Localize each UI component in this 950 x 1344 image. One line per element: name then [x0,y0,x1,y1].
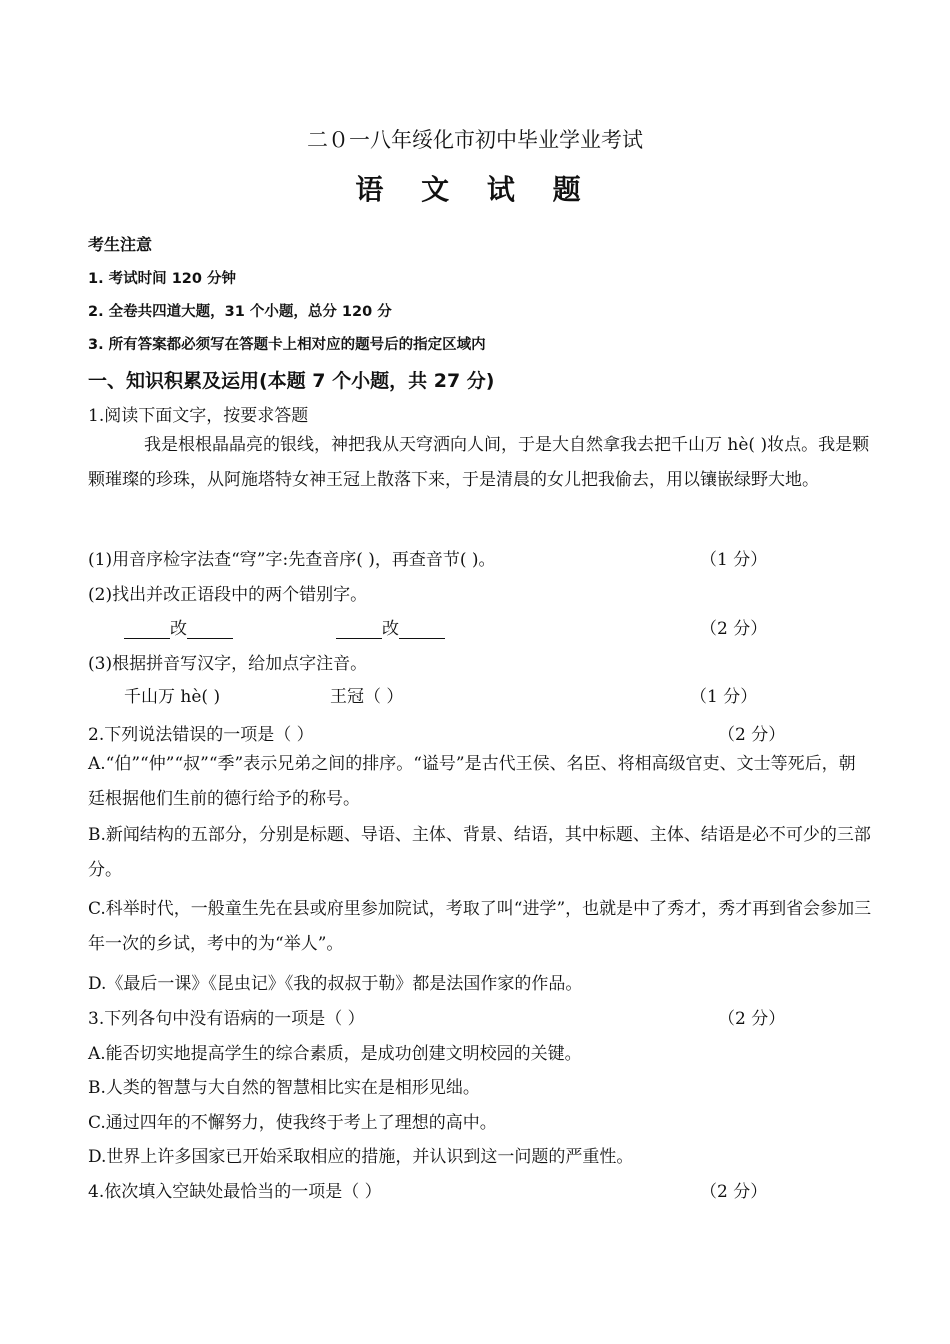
exam-name: 二０一八年绥化市初中毕业学业考试 [307,128,643,152]
notice-heading: 考生注意 [88,235,153,254]
answer-blank[interactable] [124,620,170,639]
answer-blank[interactable] [336,620,382,639]
q1-sub1: (1)用音序检字法查“穹”字:先查音序( )，再查音节( )。 [88,550,496,570]
correction-pair-1 [124,614,233,639]
q4-score: （2 分） [700,1182,768,1202]
answer-blank[interactable] [187,620,233,639]
q3-stem: 3.下列各句中没有语病的一项是（ ） [88,1009,365,1029]
q3-option-d: D.世界上许多国家已开始采取相应的措施，并认识到这一问题的严重性。 [88,1147,634,1167]
section-heading: 一、知识积累及运用(本题 7 个小题，共 27 分) [88,370,495,392]
q1-sub3: (3)根据拼音写汉字，给加点字注音。 [88,654,368,674]
q3-option-b: B.人类的智慧与大自然的智慧相比实在是相形见绌。 [88,1078,480,1098]
q1-sub2-score: （2 分） [700,619,768,639]
change-label: 改 [170,619,187,639]
notice-item: 3. 所有答案都必须写在答题卡上相对应的题号后的指定区域内 [88,337,486,353]
q3-option-a: A.能否切实地提高学生的综合素质，是成功创建文明校园的关键。 [88,1044,582,1064]
q1-passage: 我是根根晶晶亮的银线，神把我从天穹洒向人间，于是大自然拿我去把千山万 hè( )妆点。我是颗颗璀璨的珍珠，从阿施塔特女神王冠上散落下来，于是清晨的女儿把我偷去，用以镶嵌绿野大地。 [88,435,870,490]
exam-title: 语 文 试 题 [355,173,595,206]
q1-sub3-score: （1 分） [690,687,758,707]
q1-sub3-b: 王冠（ ） [330,687,404,707]
q2-option-c: C.科举时代，一般童生先在县或府里参加院试，考取了叫“进学”，也就是中了秀才，秀才再到省会参加三年一次的乡试，考中的为“举人”。 [88,899,872,954]
answer-blank[interactable] [399,620,445,639]
q3-score: （2 分） [718,1009,786,1029]
correction-pair-2 [336,614,445,639]
q2-score: （2 分） [718,725,786,745]
q3-option-c: C.通过四年的不懈努力，使我终于考上了理想的高中。 [88,1113,497,1133]
notice-item: 2. 全卷共四道大题，31 个小题，总分 120 分 [88,304,392,320]
q2-option-b: B.新闻结构的五部分，分别是标题、导语、主体、背景、结语，其中标题、主体、结语是必不可少的三部分。 [88,825,871,880]
q2-option-d: D.《最后一课》《昆虫记》《我的叔叔于勒》都是法国作家的作品。 [88,974,583,994]
q2-stem: 2.下列说法错误的一项是（ ） [88,725,314,745]
q4-stem: 4.依次填入空缺处最恰当的一项是（ ） [88,1182,382,1202]
q1-sub2: (2)找出并改正语段中的两个错别字。 [88,585,368,605]
q1-sub3-a: 千山万 hè( ) [124,687,221,707]
change-label: 改 [382,619,399,639]
q1-stem: 1.阅读下面文字，按要求答题 [88,406,309,426]
q2-option-a: A.“伯”“仲”“叔”“季”表示兄弟之间的排序。“谥号”是古代王侯、名臣、将相高级官吏、文士等死后，朝廷根据他们生前的德行给予的称号。 [88,754,856,809]
q1-sub1-score: （1 分） [700,550,768,570]
notice-item: 1. 考试时间 120 分钟 [88,271,237,287]
